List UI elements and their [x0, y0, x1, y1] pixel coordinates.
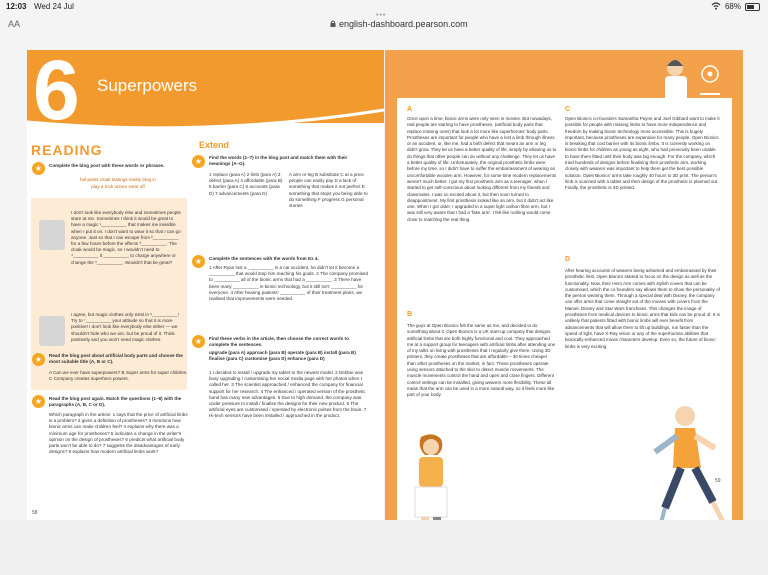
text-size-button[interactable]: AA — [8, 19, 21, 29]
star-icon: ★ — [192, 155, 205, 168]
q2-options: A Can we ever have superpowers? B Super arms for super children. C Company creates superhero powers. — [49, 370, 188, 382]
woman-illustration — [403, 433, 459, 520]
unit-title: Superpowers — [97, 76, 198, 95]
section-b-text: The guys at Open Bionics felt the same as me, and decided to do something about it. Open Bionics is a UK start-up company that designs artificial limbs that are both highly functional and cool. They approached me at a support group for teenagers with artificial limbs after attending one of my talks on living with prostheses that I regularly give there. Using 3D printers, they create prostheses that are affordable – 30 times cheaper than other prostheses on the market, in fact. These prostheses operate using sensors attached to the skin to detect muscle movements. The muscle movements control the hand and open and close fingers. Different control settings can be installed, giving wearers more flexibility. These all mean that the arm can be used in a more natural way, so it feels more like part of your body. — [407, 323, 556, 398]
blogger-photo-1 — [39, 220, 65, 250]
unit-number: 6 — [33, 50, 80, 137]
q6-instruction: Find these verbs in the article, then choose the correct words to complete the sentences. — [209, 336, 349, 348]
runner-illustration — [625, 398, 730, 520]
section-d-text: After hearing accounts of wearers being ashamed and embarrassed by their prosthetic limb, Open Bionics started to focus on the design as well as the functionality. Now, their Hero Arm comes with stylish covers that can be customised, which the co-founders say allows them to show the personality of the person wearing them. Through a special deal with Disney, the company can offer arms that come straight out of the movies with covers from the Marvel, Disney and Star Wars franchises. This changes the image of prostheses from medical devices to bionic arms that kids can be proud of. It is unlikely that patients fitted with bionic limbs will ever benefit from advancements that will allow them to lift up buildings, run faster than the speed of light, have X-Ray vision or any of the superhuman abilities that bionically-enhanced movie characters develop. Even so, the future of bionic limbs is very exciting. — [565, 268, 720, 349]
q1-instruction: Complete the blog post with these words or phrases. — [49, 163, 165, 168]
status-time: 12:03 — [6, 2, 27, 11]
section-b-label: B — [407, 311, 413, 318]
star-icon: ★ — [32, 353, 45, 366]
blog-post-1: I don't look like everybody else and sometimes people stare at me. Sometimes I think it would be great to have a magic ¹__________ that makes me invisible when I put it on. I don't want to wear it so that I can go anyone. Just so that I can escape from ²__________ for a few hours before the effects ³__________. The cloak would be magic, so I wouldn't need to ⁴__________ it __________ to charge anywhere or change the ⁵__________. Wouldn't that be great? — [71, 210, 181, 265]
battery-percent: 68% — [724, 2, 741, 11]
q2-instruction: Read the blog post about artificial body parts and choose the most suitable title (A, B or C). — [49, 353, 183, 365]
page-number-right: 59 — [715, 478, 721, 484]
blog-post-2: I agree, but magic clothes only exist in ⁶__________! Try to ⁷__________ your attitude so that it is more positive! I don't look like everybody else either — we shouldn't hide who we are, but be proud of it. Think positively and you won't need magic clothes. — [71, 312, 179, 342]
section-a-label: A — [407, 106, 413, 113]
left-page — [27, 50, 384, 520]
viewer-background — [0, 520, 768, 575]
section-c-text: Open Bionics co-founders Samantha Payne and Joel Gibbard want to make it possible for people with missing limbs to have more independence and freedom by making bionic technology more accessible. This is hugely important, because prostheses are expensive for many people. Open Bionics is breaking that cost barrier with its bionic limbs. It is currently working on bionic limbs for children as young as eight, who had previously been unable to have them fitted until their body was big enough. For the company, which tried hundreds of designs before finalising their prosthetic arm, working closely with wearers was important to help them get the best possible solution. Open Bionics' arms take roughly 40 hours to 3D print. The person's limb is scanned with a tablet and then design of the prosthetic is planned out. Finally, the prosthetic is 3D printed. — [565, 116, 720, 191]
status-date: Wed 24 Jul — [34, 2, 74, 11]
q6-items: 1 I decided to install / upgrade my tablet to the newest model. 2 Debbie was busy upgrading / customising her social media page with her photos when I called her. 3 The scientist approached / enhanced the company for financial support for her research. 4 The enhanced / operated version of the prosthetic hand has many new advantages. 5 Due to high demand, the company was under pressure to install / finalise the designs for their new product. 6 The artificial eyes are customised / operated by electronic pulses from the brain. 7 Hi-tech sensors have been installed / approached in the product. — [209, 370, 367, 419]
q5-instruction: Complete the sentences with the words from Ex 4. — [209, 256, 319, 261]
word-list-2: play a trick unlure wear off — [91, 184, 145, 189]
lock-icon — [330, 19, 336, 29]
status-right — [711, 2, 760, 12]
url-text: english-dashboard.pearson.com — [339, 19, 468, 29]
section-d-label: D — [565, 256, 571, 263]
star-icon: ★ — [32, 162, 45, 175]
section-a-text: Once upon a time, bionic arms were only seen in movies. But nowadays, real people are starting to have prostheses, (artificial body parts that replace missing ones) that look a lot more like superheroes' body parts. Prostheses are important for people who have a lost a limb through illness or an accident, or, like me, had a birth defect that meant an arm or leg didn't grow. They let us have a better quality of life, simply by allowing us to do things that other people can do without any challenge. They let us have a better quality of life. Unfortunately, the original prosthetic limbs were before my time, so I didn't have to suffer the embarrassment of wearing an uncomfortable wooden arm. However, for some time modern replacements weren't much better. I got my first prosthetic arm as a teenager, when I started to get self-conscious about looking different from my friends and classmates. I was so excited about it, but then soon turned to disappointment. My first prosthesis looked like an arm, but it didn't act like one. When I got older, I upgraded to a super light carbon fibre arm, but I was still very aware that I had a 'fake arm'. I felt like nothing would come close to matching the real thing. — [407, 116, 557, 222]
blogger-photo-2 — [39, 316, 65, 346]
q4-word-list: 1 replace (para A) 2 limb (para A) 3 defect (para A) 4 affordable (para B) 5 barrier (para C) 6 accounts (para D) 7 advancements (para D) — [209, 172, 283, 196]
extend-heading: Extend — [199, 140, 230, 150]
browser-bar — [0, 13, 768, 35]
scientist-illustration — [635, 54, 735, 104]
q6-verbs: upgrade (para A) approach (para B) operate (para B) install (para B) finalise (para C) customise (para D) enhance (para D) — [209, 350, 356, 362]
q5-items: 1 After Ryan lost a __________ in a car accident, he didn't let it become a __________ that would stop him reaching his goals. 2 The company promised to __________ all of the bionic arms that had a __________. 3 There have been many __________ in bionic technology, but it still isn't __________ for everyone. 4 After hearing patients' __________ of their treatment plans, we realised that improvements were needed. — [209, 265, 369, 302]
page-number-left: 58 — [32, 510, 38, 516]
star-icon: ★ — [32, 395, 45, 408]
banner-curve — [27, 100, 384, 136]
address-bar[interactable] — [330, 19, 468, 29]
section-c-label: C — [565, 106, 571, 113]
battery-icon — [745, 3, 760, 11]
word-list-1: fail-pales cloak tastings reality plug in — [80, 177, 156, 182]
q3-instruction: Read the blog post again. Match the questions (1–8) with the paragraphs (A, B, C or D). — [49, 396, 182, 408]
star-icon: ★ — [192, 255, 205, 268]
reading-heading: READING — [31, 142, 103, 158]
wifi-icon — [711, 2, 721, 12]
q4-meanings: A arm or leg B substitute C at a price people can easily pay D a lack of something that makes it not perfect E something that stops you being able to do something F progress G personal stories — [289, 172, 368, 209]
right-page — [385, 50, 743, 520]
star-icon: ★ — [192, 335, 205, 348]
article-card — [397, 98, 732, 520]
q4-instruction: Find the words (1–7) in the blog post and match them with their meanings (A–G). — [209, 155, 348, 167]
tab-dots[interactable]: ••• — [376, 12, 387, 19]
q3-items: Which paragraph in the article: 1 says that the price of artificial limbs is a problem? 2 gives a definition of prostheses? 3 mentions how bionic arms can make children feel? 4 explains why there was a minimum age for prostheses? 5 indicates a change in the writer's opinion on the design of prostheses? 6 predicts what artificial body parts won't be able to do? 7 suggests the disadvantages of early designs? 8 explains how modern artificial limbs work? — [49, 412, 188, 455]
